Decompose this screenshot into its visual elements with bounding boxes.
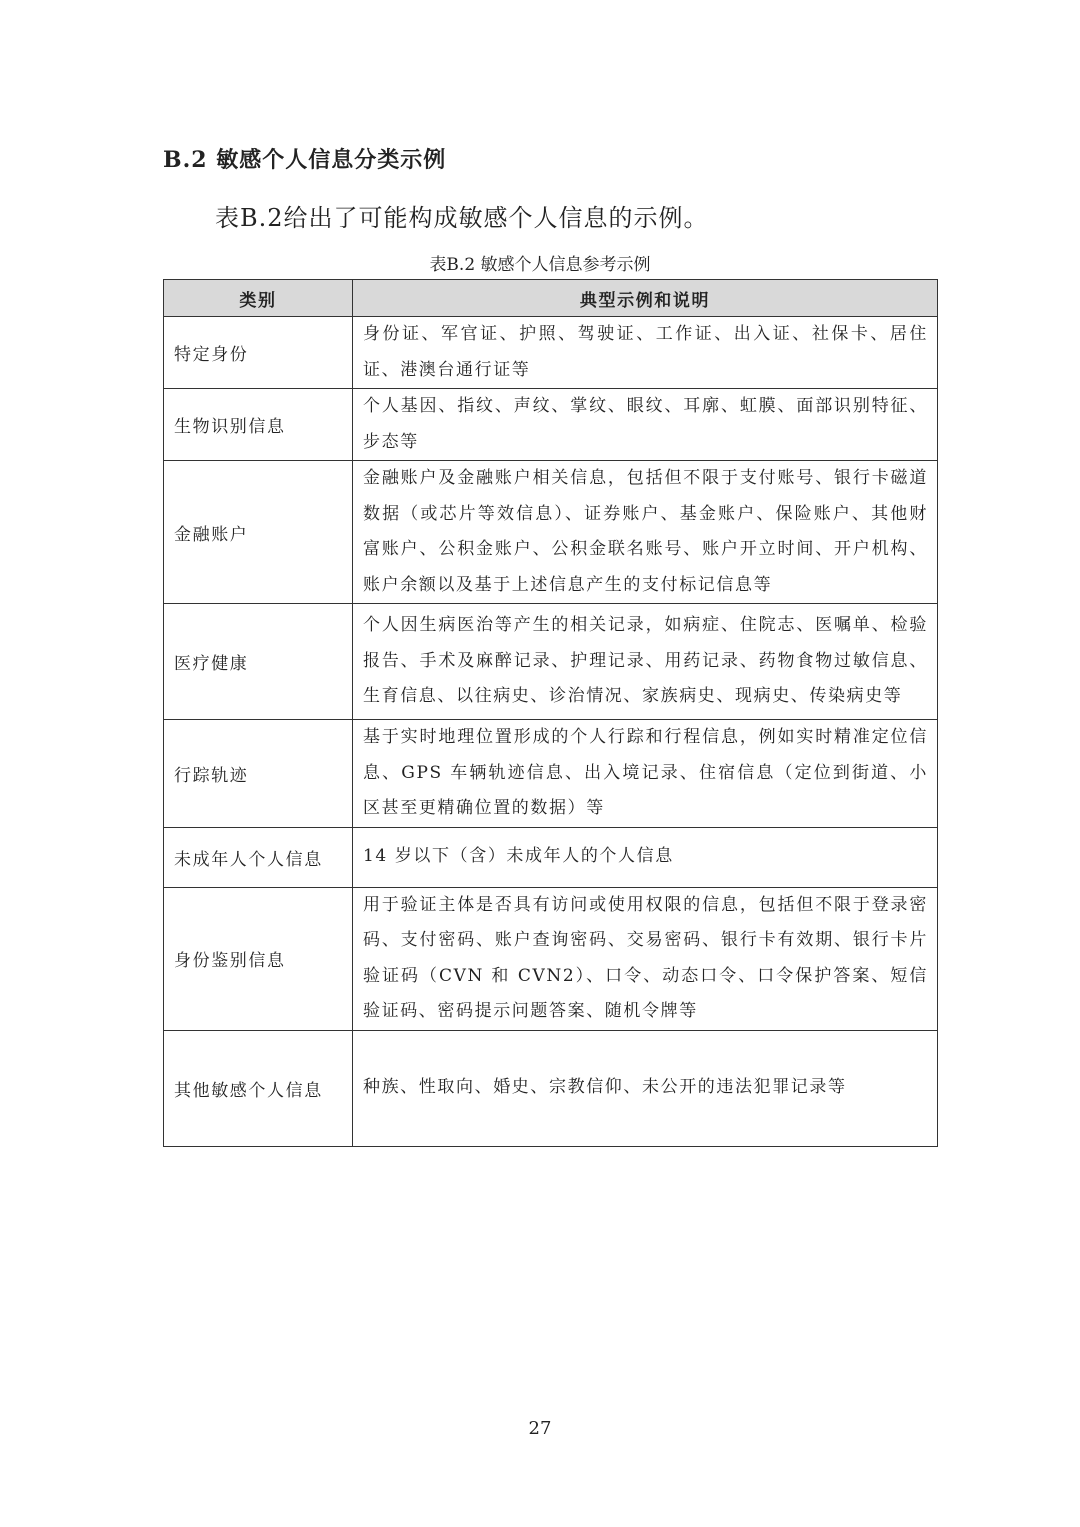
category-cell: 行踪轨迹	[164, 720, 353, 828]
table-row	[164, 827, 938, 887]
category-cell: 身份鉴别信息	[164, 887, 353, 1030]
header-description: 典型示例和说明	[353, 280, 938, 317]
table-row	[164, 604, 938, 720]
description-cell: 金融账户及金融账户相关信息，包括但不限于支付账号、银行卡磁道数据（或芯片等效信息）、证券账户、基金账户、保险账户、其他财富账户、公积金账户、公积金联名账号、账户开立时间、开户机构、账户余额以及基于上述信息产生的支付标记信息等	[353, 461, 938, 604]
category-cell: 未成年人个人信息	[164, 827, 353, 887]
table-header-row	[164, 280, 938, 317]
table-row	[164, 887, 938, 1030]
description-cell: 种族、性取向、婚史、宗教信仰、未公开的违法犯罪记录等	[353, 1030, 938, 1146]
description-cell: 个人因生病医治等产生的相关记录，如病症、住院志、医嘱单、检验报告、手术及麻醉记录、护理记录、用药记录、药物食物过敏信息、生育信息、以往病史、诊治情况、家族病史、现病史、传染病史等	[353, 604, 938, 720]
category-cell: 生物识别信息	[164, 389, 353, 461]
table-row	[164, 1030, 938, 1146]
intro-paragraph: 表B.2给出了可能构成敏感个人信息的示例。	[215, 204, 709, 232]
description-cell: 身份证、军官证、护照、驾驶证、工作证、出入证、社保卡、居住证、港澳台通行证等	[353, 317, 938, 389]
table-row	[164, 317, 938, 389]
table-row	[164, 720, 938, 828]
description-cell: 用于验证主体是否具有访问或使用权限的信息，包括但不限于登录密码、支付密码、账户查询密码、交易密码、银行卡有效期、银行卡片验证码（CVN 和 CVN2）、口令、动态口令、口令保护答案、短信验证码、密码提示问题答案、随机令牌等	[353, 887, 938, 1030]
section-heading: B.2 敏感个人信息分类示例	[163, 147, 447, 173]
page-number: 27	[528, 1418, 552, 1439]
category-cell: 金融账户	[164, 461, 353, 604]
description-cell: 个人基因、指纹、声纹、掌纹、眼纹、耳廓、虹膜、面部识别特征、步态等	[353, 389, 938, 461]
category-cell: 特定身份	[164, 317, 353, 389]
sensitive-info-table	[163, 279, 938, 1147]
table-row	[164, 389, 938, 461]
description-cell: 基于实时地理位置形成的个人行踪和行程信息，例如实时精准定位信息、GPS 车辆轨迹信息、出入境记录、住宿信息（定位到街道、小区甚至更精确位置的数据）等	[353, 720, 938, 828]
table-caption: 表B.2 敏感个人信息参考示例	[429, 255, 651, 275]
category-cell: 其他敏感个人信息	[164, 1030, 353, 1146]
description-cell: 14 岁以下（含）未成年人的个人信息	[353, 827, 938, 887]
category-cell: 医疗健康	[164, 604, 353, 720]
header-category: 类别	[164, 280, 353, 317]
table-row	[164, 461, 938, 604]
